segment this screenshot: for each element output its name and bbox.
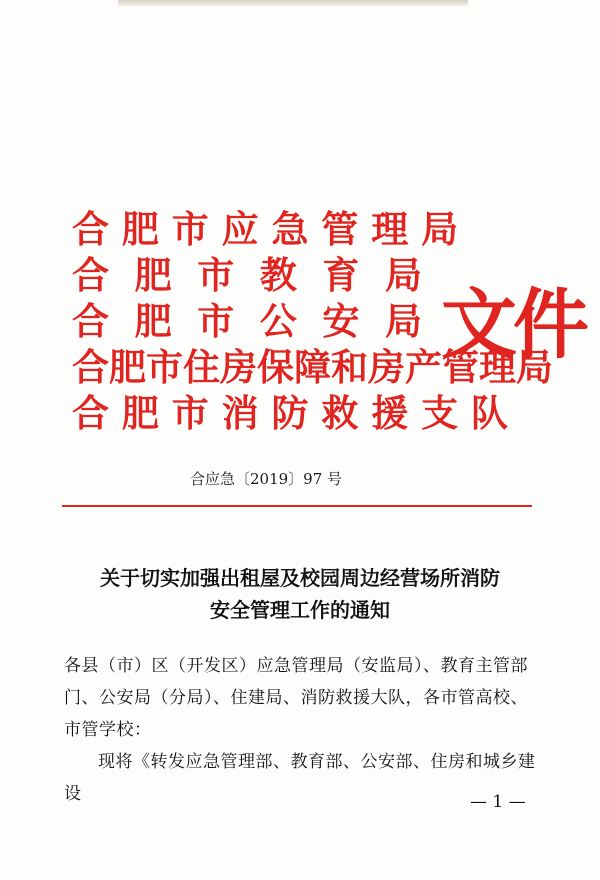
document-number-text: 合应急〔2019〕97 号 [189,470,343,488]
page-number: — 1 — [470,792,526,812]
agency-line-2: 合 肥 市 教 育 局 [72,253,422,297]
addressee-paragraph: 各县（市）区（开发区）应急管理局（安监局）、教育主管部门、公安局（分局）、住建局、消防救援大队，各市管高校、市管学校： [64,656,528,740]
agency-line-1: 合 肥 市 应 急 管 理 局 [72,207,459,251]
notice-title [0,562,600,626]
paper-edge-strip [118,0,468,6]
document-type-label: 文件 [441,280,585,369]
document-number [0,468,600,489]
agency-line-4: 合肥市住房保障和房产管理局 [72,345,553,389]
first-paragraph: 现将《转发应急管理部、教育部、公安部、住房和城乡建设 [64,752,536,804]
red-separator-line [62,505,532,507]
agency-line-5: 合 肥 市 消 防 救 援 支 队 [72,391,509,435]
notice-body [64,650,540,810]
title-line-1: 关于切实加强出租屋及校园周边经营场所消防 [100,566,500,590]
title-line-2: 安全管理工作的通知 [210,598,390,622]
agency-line-3: 合 肥 市 公 安 局 [72,299,422,343]
